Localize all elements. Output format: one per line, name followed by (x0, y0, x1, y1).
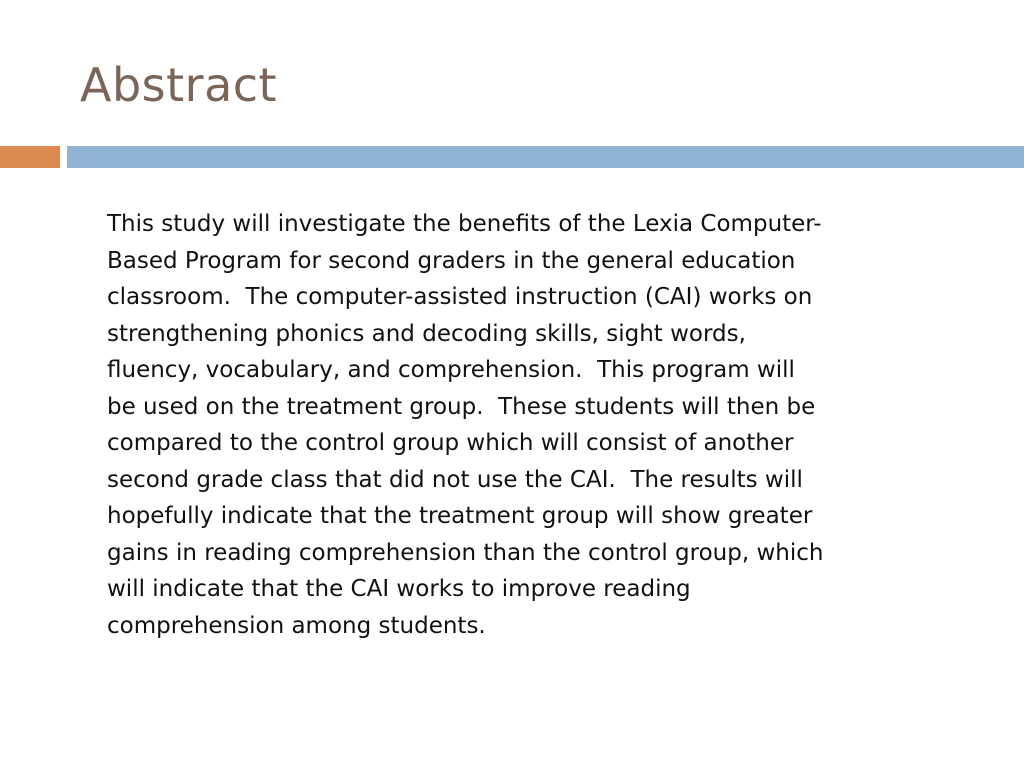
abstract-line: will indicate that the CAI works to improve reading (107, 576, 691, 602)
abstract-line: gains in reading comprehension than the control group, which (107, 539, 824, 566)
accent-bar-orange (0, 146, 60, 168)
accent-bar-blue (67, 146, 1024, 168)
abstract-line: fluency, vocabulary, and comprehension. This program will (107, 357, 795, 383)
abstract-line: Based Program for second graders in the general education (107, 247, 796, 274)
abstract-body (107, 206, 947, 644)
abstract-line: be used on the treatment group. These students will then be (107, 393, 816, 420)
abstract-line: compared to the control group which will consist of another (107, 430, 794, 456)
abstract-line: second grade class that did not use the CAI. The results will (107, 466, 803, 493)
abstract-line: strengthening phonics and decoding skills, sight words, (107, 320, 746, 347)
slide-title: Abstract (80, 58, 278, 112)
abstract-line: This study will investigate the benefits of the Lexia Computer- (107, 211, 822, 237)
abstract-line: hopefully indicate that the treatment group will show greater (107, 503, 813, 529)
abstract-line: classroom. The computer-assisted instruction (CAI) works on (107, 284, 813, 310)
abstract-line: comprehension among students. (107, 612, 486, 639)
